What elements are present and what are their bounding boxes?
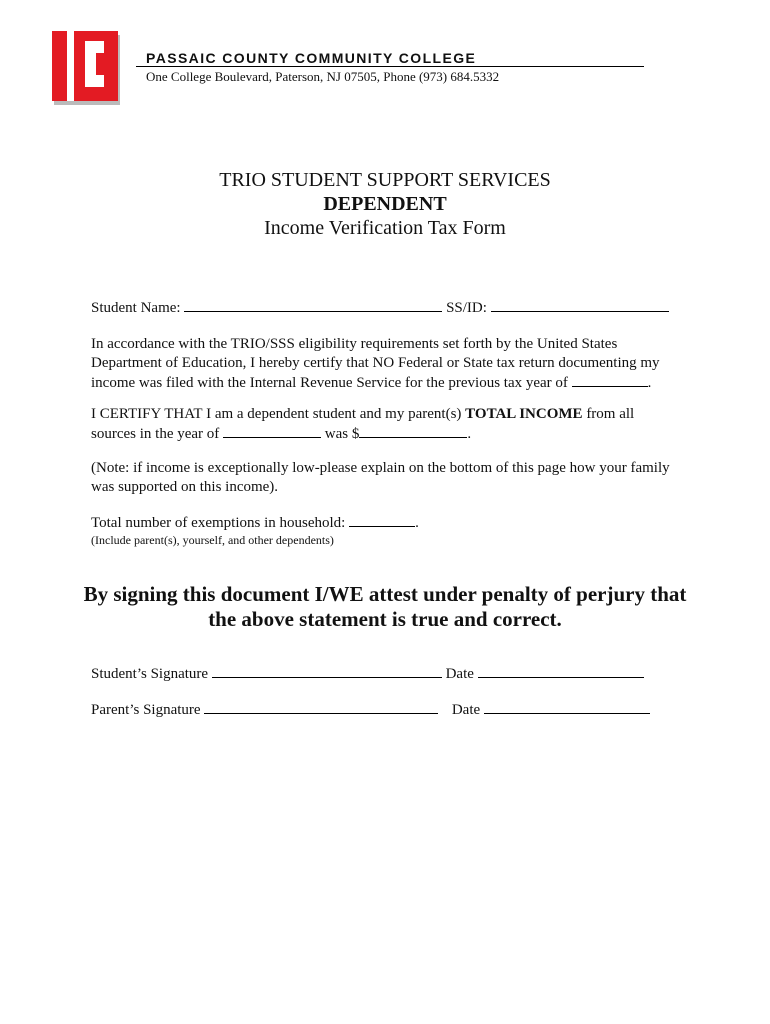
certification-line: In accordance with the TRIO/SSS eligibility requirements set forth by the United States: [91, 336, 618, 352]
certification-total-income: I CERTIFY THAT I am a dependent student and my parent(s) TOTAL INCOME from all sources in the year of was $ .: [91, 406, 635, 442]
college-address: One College Boulevard, Paterson, NJ 07505, Phone (973) 684.5332: [146, 69, 500, 84]
exemptions-label: Total number of exemptions in household:: [91, 515, 346, 531]
exemptions-row: Total number of exemptions in household: .: [91, 515, 419, 531]
certification-no-tax-return: [91, 335, 691, 393]
certification-line: Department of Education, I hereby certify that NO Federal or State tax return documenting my: [91, 355, 660, 371]
total-income-emphasis: TOTAL INCOME: [465, 406, 583, 422]
student-date-field[interactable]: [478, 664, 644, 678]
certification-line: income was filed with the Internal Revenue Service for the previous tax year of .: [91, 375, 652, 391]
parent-signature-label: Parent’s Signature: [91, 702, 201, 718]
form-title-name: Income Verification Tax Form: [264, 217, 506, 239]
parent-signature-field[interactable]: [204, 700, 438, 714]
parent-signature-row: [91, 700, 691, 720]
student-signature-field[interactable]: [212, 664, 442, 678]
parent-date-field[interactable]: [484, 700, 650, 714]
tax-year-field[interactable]: [572, 373, 648, 387]
student-name-field[interactable]: [184, 298, 442, 312]
form-title-program: TRIO STUDENT SUPPORT SERVICES: [219, 169, 551, 191]
form-title-status: DEPENDENT: [323, 193, 447, 215]
student-signature-label: Student’s Signature: [91, 666, 209, 682]
parent-date-label: Date: [451, 702, 481, 718]
exemptions-hint: (Include parent(s), yourself, and other dependents): [91, 533, 334, 547]
pccc-logo-icon: [52, 31, 122, 105]
college-name: PASSAIC COUNTY COMMUNITY COLLEGE: [136, 50, 644, 67]
ssid-label: SS/ID:: [446, 300, 487, 316]
income-note: (Note: if income is exceptionally low-please explain on the bottom of this page how your family was supported on this income).: [91, 460, 670, 495]
student-name-label: Student Name:: [91, 300, 181, 316]
total-income-field[interactable]: [359, 424, 467, 438]
perjury-attestation: By signing this document I/WE attest under penalty of perjury that the above statement is true and correct.: [83, 582, 687, 631]
student-info-row: [91, 298, 691, 318]
income-year-field[interactable]: [223, 424, 321, 438]
student-signature-row: [91, 664, 691, 684]
student-date-label: Date: [445, 666, 474, 682]
ssid-field[interactable]: [491, 298, 669, 312]
exemptions-field[interactable]: [349, 513, 415, 527]
